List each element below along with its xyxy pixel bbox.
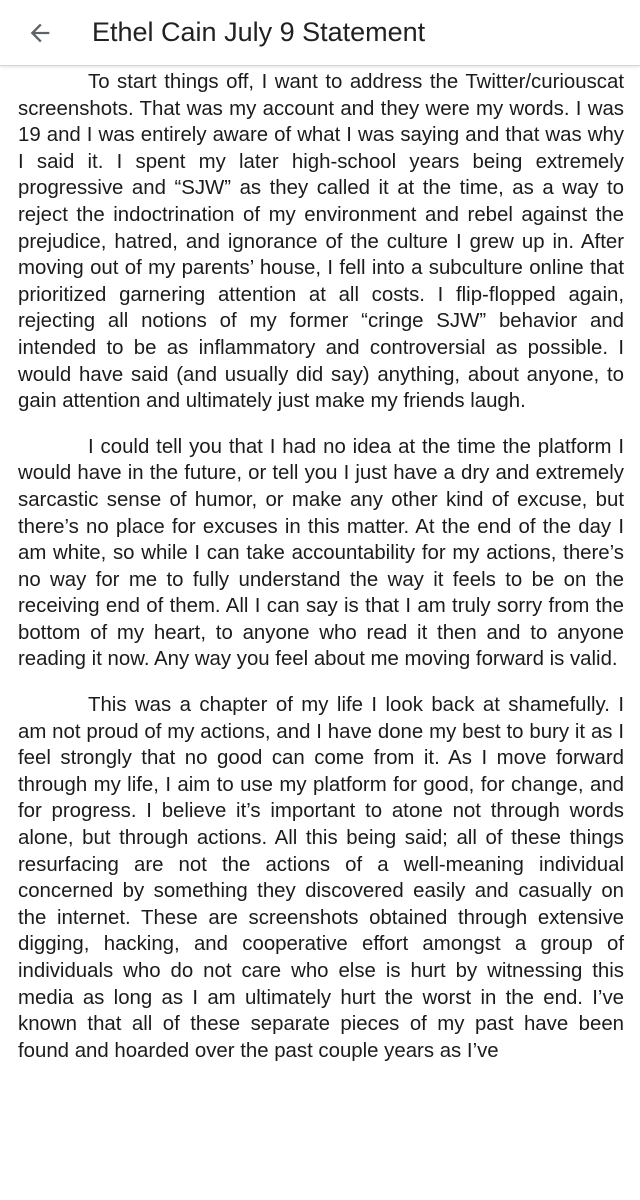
paragraph-1: To start things off, I want to address the Twitter/curiouscat screenshots. That was my account and they were my words. I was 19 and I was entirely aware of what I was saying and that was why I said it. I spent my later high-school years being extremely progressive and “SJW” as they called it at the time, as a way to reject the indoctrination of my environment and rebel against the prejudice, hatred, and ignorance of the culture I grew up in. After moving out of my parents’ house, I fell into a subculture online that prioritized garnering attention at all costs. I flip-flopped again, rejecting all notions of my former “cringe SJW” behavior and intended to be as inflammatory and controversial as possible. I would have said (and usually did say) anything, about anyone, to gain attention and ultimately just make my friends laugh. bbox=[18, 71, 624, 413]
paragraph-3: This was a chapter of my life I look back at shamefully. I am not proud of my actions, and I have done my best to bury it as I feel strongly that no good can come from it. As I move forward through my life, I aim to use my platform for good, for change, and for progress. I believe it’s important to atone not through words alone, but through actions. All this being said; all of these things resurfacing are not the actions of a well-meaning individual concerned by something they discovered easily and casually on the internet. These are screenshots obtained through extensive digging, hacking, and cooperative effort amongst a group of individuals who do not care who else is hurt by witnessing this media as long as I am ultimately hurt the worst in the end. I’ve known that all of these separate pieces of my past have been found and hoarded over the past couple years as I’ve bbox=[18, 694, 624, 1062]
document-body[interactable] bbox=[0, 66, 640, 1200]
page-title: Ethel Cain July 9 Statement bbox=[92, 17, 426, 47]
paragraph-2: I could tell you that I had no idea at the time the platform I would have in the future, or tell you I just have a dry and extremely sarcastic sense of humor, or make any other kind of excuse, but there’s no place for excuses in this matter. At the end of the day I am white, so while I can take accountability for my actions, there’s no way for me to fully understand the way it feels to be on the receiving end of them. All I can say is that I am truly sorry from the bottom of my heart, to anyone who read it then and to anyone reading it now. Any way you feel about me moving forward is valid. bbox=[18, 435, 624, 671]
arrow-back-icon bbox=[26, 19, 54, 47]
app-bar bbox=[0, 0, 640, 66]
back-button[interactable] bbox=[18, 11, 62, 55]
